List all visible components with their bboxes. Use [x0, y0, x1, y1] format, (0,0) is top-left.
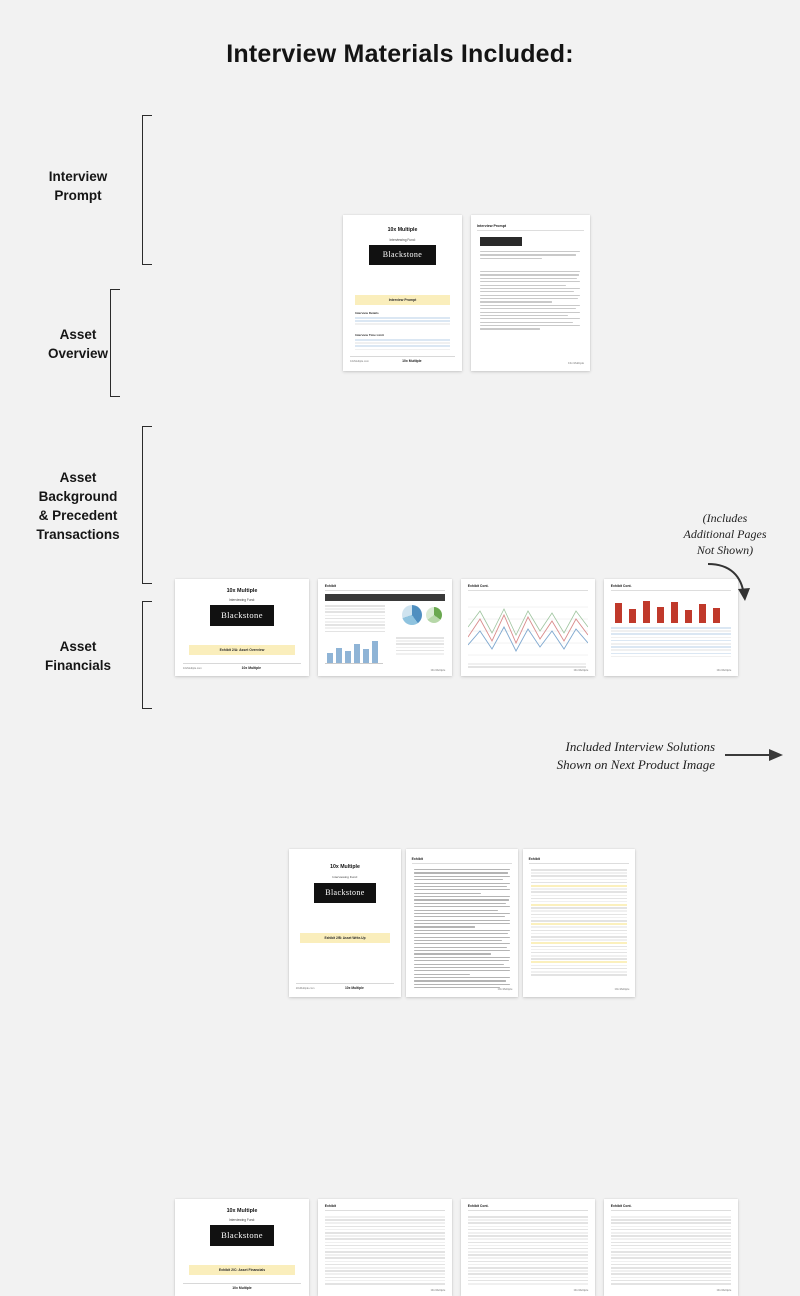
doc-body-lines: [414, 869, 510, 991]
doc-footer: [296, 983, 395, 990]
bracket-asset-financials: [142, 601, 152, 709]
doc-banner: Interview Prompt: [355, 295, 450, 305]
doc-brand: 10x Multiple: [226, 1208, 258, 1214]
doc-brand: 10x Multiple: [226, 588, 258, 594]
doc-asset-financials-slide-3[interactable]: [604, 1199, 738, 1296]
doc-header-rule: [477, 230, 584, 231]
doc-asset-financials-slide-1[interactable]: [318, 1199, 452, 1296]
doc-brand: 10x Multiple: [330, 864, 360, 870]
bracket-interview-prompt: [142, 115, 152, 265]
doc-footer-left: 10xMultiple.com: [350, 360, 369, 364]
doc-header: Exhibit: [324, 1204, 336, 1208]
doc-footer-right: 10x Multiple: [497, 988, 513, 992]
doc-footer-left: 10xMultiple.com: [295, 986, 315, 990]
doc-financial-table: [611, 1216, 731, 1286]
doc-banner: Exhibit 2/A: Asset Overview: [189, 645, 295, 655]
doc-header-rule: [325, 1210, 446, 1211]
doc-header: Interview Prompt: [476, 224, 507, 228]
page-title: Interview Materials Included:: [226, 40, 574, 68]
doc-subtitle: Interviewing Fund:: [332, 875, 358, 879]
doc-subtitle: Interviewing Fund:: [389, 238, 416, 242]
doc-subtitle: Interviewing Fund:: [228, 598, 256, 602]
doc-header-rule: [611, 1210, 732, 1211]
footer-note-line-2: Shown on Next Product Image: [556, 757, 715, 772]
doc-footer-center: 10x Multiple: [232, 1286, 252, 1290]
doc-asset-financials-slide-2[interactable]: [461, 1199, 595, 1296]
section-label-asset-overview: Asset Overview: [47, 327, 109, 361]
doc-asset-background-title-page[interactable]: [289, 849, 401, 997]
doc-header-rule: [529, 863, 630, 864]
doc-footer-right: 10x Multiple: [568, 360, 585, 365]
doc-banner: Exhibit 2/C: Asset Financials: [189, 1265, 295, 1275]
doc-footer: [183, 1283, 301, 1290]
footer-note-line-1: Included Interview Solutions: [565, 739, 715, 754]
doc-footer-right: 10x Multiple: [430, 1289, 446, 1293]
doc-brand: 10x Multiple: [387, 227, 418, 233]
doc-footer-left: 10xMultiple.com: [183, 667, 202, 670]
doc-footer-right: 10x Multiple: [716, 669, 732, 673]
bracket-asset-background: [142, 426, 152, 584]
doc-asset-financials-title-slide[interactable]: [175, 1199, 309, 1296]
doc-financial-table: [468, 1216, 588, 1286]
right-arrow-icon: [725, 745, 785, 765]
doc-asset-background-table-page[interactable]: [523, 849, 635, 997]
doc-header: Exhibit Cont.: [467, 1204, 489, 1208]
section-label-asset-financials: Asset Financials: [44, 639, 112, 673]
doc-logo: Blackstone: [210, 1225, 274, 1246]
doc-header: Exhibit: [528, 857, 540, 861]
doc-header-rule: [468, 1210, 589, 1211]
doc-asset-background-text-page[interactable]: [406, 849, 518, 997]
doc-intro-lines: [480, 251, 580, 261]
doc-footer-right: 10x Multiple: [716, 1289, 732, 1293]
doc-financial-table: [325, 1216, 445, 1286]
doc-header-rule: [412, 863, 513, 864]
doc-footer-right: 10x Multiple: [614, 988, 630, 992]
doc-banner: Exhibit 2/B: Asset Write-Up: [300, 933, 390, 943]
annotation-additional-pages: (Includes Additional Pages Not Shown): [683, 511, 767, 557]
doc-footer-right: 10x Multiple: [573, 1289, 589, 1293]
section-label-interview-prompt: Interview Prompt: [48, 169, 108, 203]
doc-header: Exhibit Cont.: [610, 584, 632, 588]
doc-logo: Blackstone: [210, 605, 274, 626]
doc-header: Exhibit: [411, 857, 423, 861]
doc-footer-right: 10x Multiple: [573, 669, 589, 673]
doc-footer-center: 10x Multiple: [241, 666, 262, 670]
doc-header: Exhibit Cont.: [467, 584, 489, 588]
footer-note: [430, 738, 715, 774]
section-label-asset-background: Asset Background & Precedent Transactions: [36, 470, 120, 542]
doc-precedent-table: [531, 869, 627, 977]
doc-subtitle: Interviewing Fund:: [228, 1218, 256, 1222]
doc-footer-center: 10x Multiple: [402, 359, 422, 364]
doc-footer-center: 10x Multiple: [344, 985, 364, 990]
doc-header: Exhibit Cont.: [610, 1204, 632, 1208]
bracket-asset-overview: [110, 289, 120, 397]
doc-logo: Blackstone: [369, 245, 436, 265]
doc-header: Exhibit: [324, 584, 336, 588]
doc-footer-right: 10x Multiple: [430, 669, 446, 673]
doc-section-heading-2: Interview Time Limit: [355, 333, 384, 337]
doc-section-heading-1: Interview Details: [355, 311, 379, 315]
doc-logo: Blackstone: [314, 883, 377, 903]
doc-title-block: [480, 237, 522, 246]
